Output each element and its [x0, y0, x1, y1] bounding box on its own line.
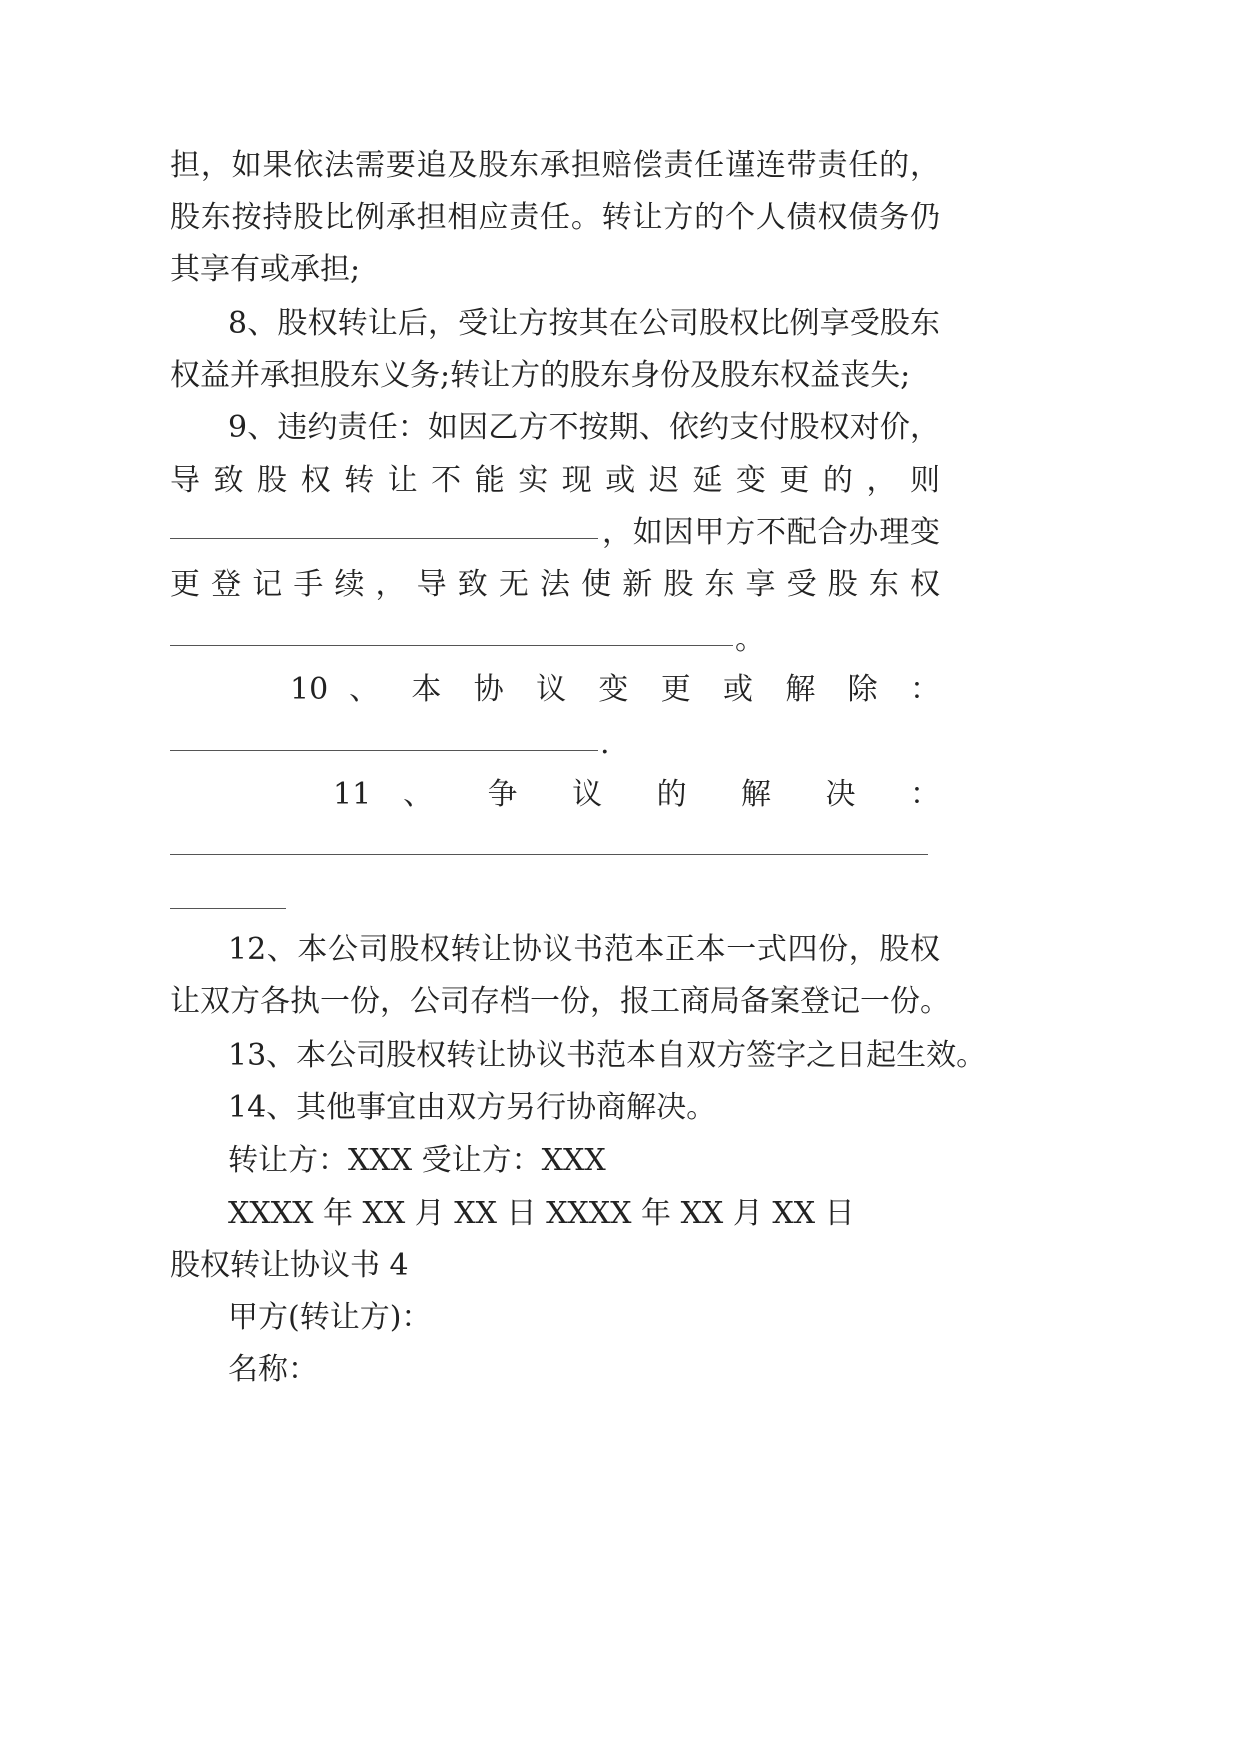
name-label: 名称： [228, 1352, 318, 1387]
paragraph-line: 其享有或承担; [170, 252, 361, 287]
fill-in-blank-line [170, 750, 598, 751]
clause-14-line: 14、其他事宜由双方另行协商解决。 [228, 1090, 717, 1125]
clause-10-end: . [600, 726, 610, 761]
clause-12-line: 12、本公司股权转让协议书范本正本一式四份，股权 [228, 932, 940, 967]
paragraph-line: 股东按持股比例承担相应责任。转让方的个人债权债务仍 [170, 200, 940, 235]
clause-8-line: 8、股权转让后，受让方按其在公司股权比例享受股东 [228, 306, 940, 341]
section-title: 股权转让协议书 4 [170, 1248, 409, 1283]
clause-9-line: 导 致 股 权 转 让 不 能 实 现 或 迟 延 变 更 的 ， 则 [170, 463, 940, 498]
clause-9-line: 9、违约责任：如因乙方不按期、依约支付股权对价， [228, 410, 940, 445]
paragraph-line: 担，如果依法需要追及股东承担赔偿责任谨连带责任的， [170, 148, 940, 183]
clause-10-heading: 10 、 本 协 议 变 更 或 解 除 ： [290, 672, 940, 707]
party-a-label: 甲方(转让方)： [228, 1300, 432, 1335]
fill-in-blank-line [170, 645, 733, 646]
clause-13-line: 13、本公司股权转让协议书范本自双方签字之日起生效。 [228, 1038, 987, 1073]
signature-parties: 转让方：XXX 受让方：XXX [228, 1143, 606, 1178]
clause-8-line: 权益并承担股东义务;转让方的股东身份及股东权益丧失; [170, 358, 911, 393]
signature-dates: XXXX 年 XX 月 XX 日 XXXX 年 XX 月 XX 日 [228, 1196, 855, 1231]
clause-9-line: 更 登 记 手 续 ， 导 致 无 法 使 新 股 东 享 受 股 东 权 [170, 567, 940, 602]
fill-in-blank-line [170, 538, 598, 539]
clause-11-heading: 11 、 争 议 的 解 决 ： [333, 777, 940, 812]
clause-9-line: ，如因甲方不配合办理变 [602, 515, 940, 550]
clause-12-line: 让双方各执一份，公司存档一份，报工商局备案登记一份。 [170, 984, 950, 1019]
fill-in-blank-line [170, 908, 286, 909]
fill-in-blank-line [170, 854, 928, 855]
clause-9-end: 。 [735, 622, 765, 657]
